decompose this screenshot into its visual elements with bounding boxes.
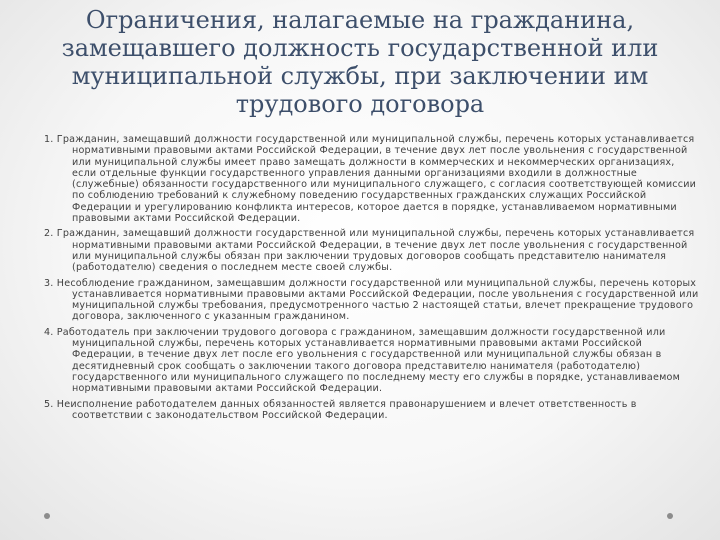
list-item: 5. Неисполнение работодателем данных обязанностей является правонарушением и влечет ответственность в соответствии с законодательством Российской Федерации. [44,398,637,421]
restrictions-list [44,134,700,425]
list-item: 1. Гражданин, замещавший должности государственной или муниципальной службы, перечень которых устанавливается нормативными правовыми актами Российской Федерации, в течение двух лет после увольнения с государственной или муниципальной службы имеет право замещать должности в коммерческих и некоммерческих организациях, если отдельные функции государственного управления данными организациями входили в должностные (служебные) обязанности государственного или муниципального служащего, с согласия соответствующей комиссии по соблюдению требований к служебному поведению государственных гражданских служащих Российской Федерации и урегулированию конфликта интересов, которое дается в порядке, устанавливаемом нормативными правовыми актами Российской Федерации. [44,134,697,225]
list-item: 3. Несоблюдение гражданином, замещавшим должности государственной или муниципальной службы, перечень которых устанавливается нормативными правовыми актами Российской Федерации, после увольнения с государственной или муниципальной службы требования, предусмотренного частью 2 настоящей статьи, влечет прекращение трудового договора, заключенного с указанным гражданином. [44,277,699,323]
list-item: 2. Гражданин, замещавший должности государственной или муниципальной службы, перечень которых устанавливается нормативными правовыми актами Российской Федерации, в течение двух лет после увольнения с государственной или муниципальной службы обязан при заключении трудовых договоров сообщать представителю нанимателя (работодателю) сведения о последнем месте своей службы. [44,228,695,274]
decorative-dot-right [667,513,673,519]
list-item: 4. Работодатель при заключении трудового договора с гражданином, замещавшим должности государственной или муниципальной службы, перечень которых устанавливается нормативными правовыми актами Российской Федерации, в течение двух лет после его увольнения с государственной или муниципальной службы обязан в десятидневный срок сообщать о заключении такого договора представителю нанимателя (работодателю) государственного или муниципального служащего по последнему месту его службы в порядке, устанавливаемом нормативными правовыми актами Российской Федерации. [44,326,681,395]
slide-title: Ограничения, налагаемые на гражданина, замещавшего должность государственной или муниципальной службы, при заключении им трудового договора [61,6,659,118]
decorative-dot-left [44,513,50,519]
